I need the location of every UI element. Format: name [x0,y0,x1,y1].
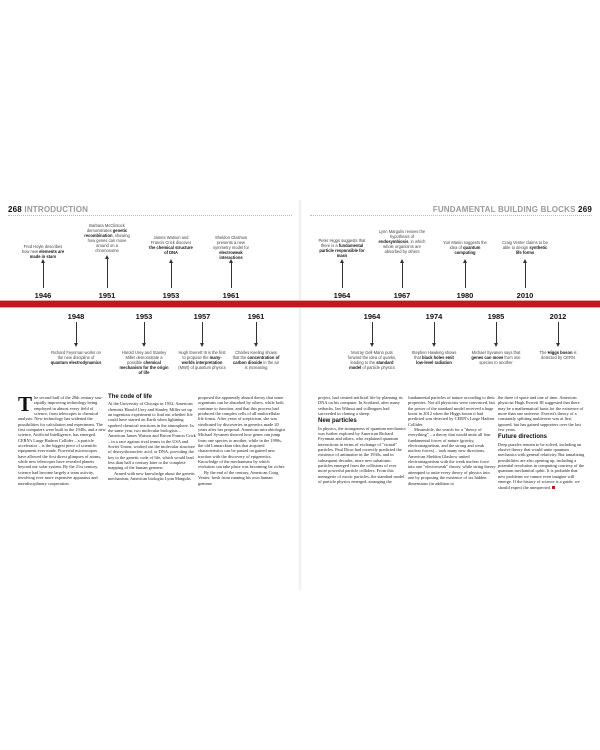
body-paragraph: In physics, the strangeness of quantum mechanics was further explored by American Richard Feynman and others, who explained quantum interactions in terms of exchange of "virtual" particles. Paul Dirac had correctly predicted the existence of antimatter in the 1930s, and in subsequent decades, more new subatomic particles emerged from the collisions of ever more powerful particle colliders. From this menagerie of exotic particles, the standard model of particle physics emerged, arranging the [318,425,406,485]
timeline-event: Murray Gell-Mann puts forward the idea of quarks, leading to the standard model of particle physics [347,350,397,370]
timeline-year: 1948 [67,312,85,321]
timeline-year: 1961 [247,312,265,321]
body-column-2 [108,395,196,482]
timeline-connector [144,322,145,344]
timeline-event: Fred Hoyle describes how new elements are made in stars [21,244,65,259]
body-paragraph: At the University of Chicago in 1952, American chemists Harold Urey and Stanley Miller set up an ingenious experiment to find out whether life could have started on Earth when lightning sparked chemical reactions in the atmosphere. In the same year, two molecular biologists – American James Watson and Briton Francis Crick – in a race against rival teams in the USA and Soviet Union, worked out the molecular structure of deoxyribonucleic acid, or DNA, providing the key to the genetic code of life, which would lead less than half a century later to the complete mapping of the human genome. [108,401,196,471]
timeline-event: Hugh Everett III is the first to propose the many-worlds interpretation (MWI) of quantum physics [178,350,226,370]
timeline-event: Peter Higgs suggests that there is a fundamental particle responsible for mass [318,238,366,258]
page-header-right [433,205,592,214]
arrowhead-icon [229,259,233,263]
body-paragraph: the three of space and one of time. American physicist Hugh Everett III suggested that there may be a mathematical basis for the existence of more than one universe. Everett's theory of a constantly splitting multiverse was at first ignored, but has gained supporters over the last few years. [498,395,584,433]
timeline-bar-edge [0,307,600,308]
page-number-left: 268 [8,205,22,214]
body-paragraph: fundamental particles of nature according to their properties. Not all physicists were convinced, but the power of the standard model received a huge boost in 2012 when the Higgs boson it had predicted was detected by CERN's Large Hadron Collider. [408,395,495,427]
timeline-year: 1964 [363,312,381,321]
timeline-year: 1961 [222,291,240,300]
chapter-title-right: FUNDAMENTAL BUILDING BLOCKS [432,205,576,214]
timeline-year: 2010 [516,291,534,300]
drop-cap: T [18,392,33,416]
page-header-left [8,205,88,214]
timeline-connector [171,262,172,288]
timeline-event: Charles Keeling shows that the concentration of carbon dioxide in the air is increasing [232,350,280,370]
timeline-event: James Watson and Francis Crick discover the chemical structure of DNA [149,235,193,255]
header-rule-right [310,215,592,216]
timeline-event: Harold Urey and Stanley Miller demonstrate a possible chemical mechanism for the origin of life [119,350,169,375]
intro-paragraph: he second half of the 20th century saw rapidly improving technology being employed in almost every field of science, from telescopes to chemical analysis. New technology has widened the possibilities for calculation and experiment. The first computers were built in the 1940s, and a new science, Artificial Intelligence, has emerged. CERN's Large Hadron Collider – a particle accelerator – is the biggest piece of scientific equipment ever made. Powerful microscopes have allowed the first direct glimpses of atoms, while new telescopes have revealed planets beyond our solar system. By the 21st century, science had become largely a team activity, involving ever more expensive apparatus and interdisciplinary cooperation. [18,395,106,486]
timeline-event: Yuri Manin suggests the idea of quantum computing [443,240,487,255]
body-column-3 [198,395,286,486]
arrowhead-icon [432,343,436,347]
timeline-connector [558,322,559,344]
timeline-event: Sheldon Glashow presents a new symmetry model for electroweak interactions [213,235,249,260]
timeline-connector [496,322,497,344]
header-rule-left [8,215,292,216]
timeline-event: Lynn Margulis revives the hypothesis of endosymbiosis, in which whole organisms are absorbed by others [378,229,426,254]
chapter-title-left: INTRODUCTION [24,205,89,214]
arrowhead-icon [556,343,560,347]
body-paragraph: Deep puzzles remain to be solved, including an elusive theory that would unite quantum mechanics with general relativity. But tantalizing possibilities are also opening up, including a potential revolution in computing courtesy of the quantum mechanical qubit. It is probable that new problems we cannot even imagine will emerge. If the history of science is a guide, we should expect the unexpected. [498,441,585,490]
body-paragraph: Armed with new knowledge about the genetic mechanism, American biologist Lynn Margulis [108,470,195,482]
timeline-year: 1946 [34,291,52,300]
timeline-event: Michael Syvanen says that genes can move from one species to another [471,350,521,365]
arrowhead-icon [74,343,78,347]
timeline-connector [434,322,435,344]
timeline-connector [231,262,232,288]
end-mark-icon [552,486,555,489]
arrowhead-icon [169,259,173,263]
timeline-connector [43,262,44,288]
body-paragraph: Meanwhile, the search for a "theory of everything" – a theory that would unite all four fundamental forces of nature (gravity, electromagnetism, and the strong and weak nuclear forces) – took many new directions. American Sheldon Glashow united electromagnetism with the weak nuclear force into one "electroweak" theory, while string theory attempted to unite every theory of physics into one by proposing the existence of six hidden dimensions (in addition to [408,427,496,486]
timeline-year: 1985 [487,312,505,321]
body-column-6 [498,395,586,490]
section-heading: The code of life [108,394,153,400]
timeline-connector [342,262,343,288]
arrowhead-icon [494,343,498,347]
arrowhead-icon [254,343,258,347]
arrowhead-icon [41,259,45,263]
timeline-connector [372,322,373,344]
timeline-year: 2012 [549,312,567,321]
section-heading: New particles [318,418,357,425]
body-column-5 [408,395,496,486]
page-number-right: 269 [578,205,592,214]
timeline-year: 1980 [456,291,474,300]
arrowhead-icon [370,343,374,347]
timeline-event: Stephen Hawking shows that black holes emit low-level radiation [411,350,457,365]
timeline-connector [465,262,466,288]
arrowhead-icon [142,343,146,347]
book-gutter [298,200,302,590]
timeline-connector [107,258,108,288]
timeline-event: The Higgs boson is detected by CERN [539,350,577,360]
arrowhead-icon [105,255,109,259]
timeline-connector [202,322,203,344]
arrowhead-icon [200,343,204,347]
body-paragraph: By the end of the century, American Craig Venter, fresh from running his own human genome [198,469,279,486]
body-column-4 [318,395,406,485]
timeline-year: 1953 [162,291,180,300]
arrowhead-icon [400,259,404,263]
timeline-year: 1951 [98,291,116,300]
section-heading: Future directions [498,434,548,441]
body-paragraph: project, had created artificial life by planning its DNA on his computer. In Scotland, after many setbacks, Ian Wilmut and colleagues had succeeded in cloning a sheep. [318,395,403,417]
timeline-event: Barbara McClintock demonstrates genetic recombination, showing how genes can move around on a chromosome [84,223,130,253]
arrowhead-icon [340,259,344,263]
timeline-connector [76,322,77,344]
timeline-connector [256,322,257,344]
timeline-event: Craig Venter claims to be able to design synthetic life forms [502,240,548,255]
timeline-event: Richard Feynman works on the new discipline of quantum electrodynamics [50,350,102,365]
timeline-connector [525,262,526,288]
timeline-connector [402,262,403,288]
timeline-year: 1974 [425,312,443,321]
body-column-1 [18,392,106,486]
timeline-year: 1953 [135,312,153,321]
arrowhead-icon [523,259,527,263]
timeline-year: 1964 [333,291,351,300]
arrowhead-icon [463,259,467,263]
body-paragraph: proposed the apparently absurd theory that some organisms can be absorbed by others, while both continue to function, and that this process had produced the complex cells of all multicellular life forms. After years of scepticism, she was vindicated by discoveries in genetics made 20 years after her proposal. American microbiologist Michael Syvanen showed how genes can jump from one species to another, while in the 1990s, the old Lamarckian idea that acquired characteristics can be passed on gained new traction with the discovery of epigenetics. Knowledge of the mechanisms by which evolution can take place was becoming far richer. [198,395,286,470]
timeline-year: 1957 [193,312,211,321]
timeline-year: 1967 [393,291,411,300]
